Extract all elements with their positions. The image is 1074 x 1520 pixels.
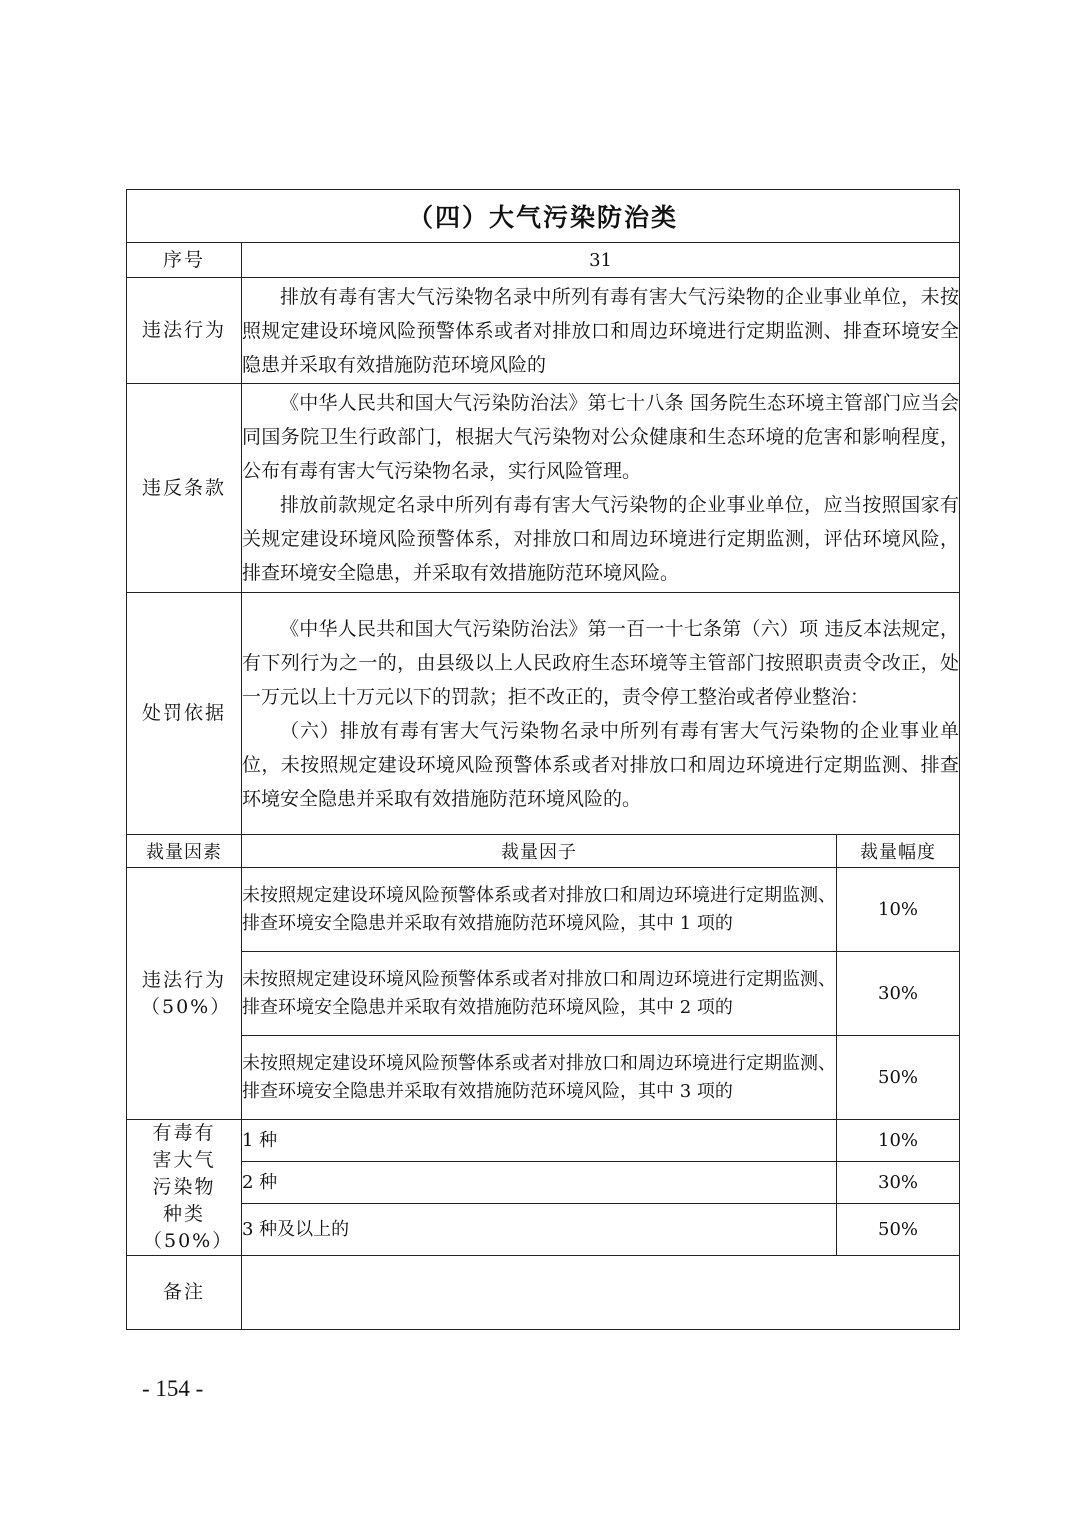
- remarks-label: 备注: [127, 1256, 242, 1330]
- factor-types-item-3: 3 种及以上的: [242, 1204, 837, 1256]
- factor-types-label: 有毒有害大气污染物种类（50%）: [127, 1120, 242, 1256]
- discretion-item-header: 裁量因子: [242, 835, 837, 868]
- remarks-value: [242, 1256, 960, 1330]
- page-number: - 154 -: [142, 1376, 204, 1401]
- penalty-basis-label: 处罚依据: [127, 593, 242, 835]
- violation-cell: [242, 278, 960, 384]
- factor-violation-item-3: 未按照规定建设环境风险预警体系或者对排放口和周边环境进行定期监测、排查环境安全隐患并采取有效措施防范环境风险，其中 3 项的: [242, 1036, 837, 1120]
- violation-label: 违法行为: [127, 278, 242, 384]
- factor-violation-label: 违法行为（50%）: [127, 868, 242, 1120]
- serial-value: 31: [242, 243, 960, 278]
- factor-types-pct-2: 30%: [837, 1162, 960, 1204]
- penalty-basis-cell: [242, 593, 960, 835]
- violated-clause-label: 违反条款: [127, 384, 242, 593]
- violation-text: 排放有毒有害大气污染物名录中所列有毒有害大气污染物的企业事业单位，未按照规定建设环境风险预警体系或者对排放口和周边环境进行定期监测、排查环境安全隐患并采取有效措施防范环境风险的: [242, 285, 960, 376]
- discretion-range-header: 裁量幅度: [837, 835, 960, 868]
- penalty-basis-para-2: （六）排放有毒有害大气污染物名录中所列有毒有害大气污染物的企业事业单位，未按照规定建设环境风险预警体系或者对排放口和周边环境进行定期监测、排查环境安全隐患并采取有效措施防范环境风险的。: [242, 719, 960, 810]
- factor-types-pct-3: 50%: [837, 1204, 960, 1256]
- section-title: （四）大气污染防治类: [127, 190, 960, 243]
- factor-violation-item-2: 未按照规定建设环境风险预警体系或者对排放口和周边环境进行定期监测、排查环境安全隐患并采取有效措施防范环境风险，其中 2 项的: [242, 952, 837, 1036]
- factor-violation-item-1: 未按照规定建设环境风险预警体系或者对排放口和周边环境进行定期监测、排查环境安全隐患并采取有效措施防范环境风险，其中 1 项的: [242, 868, 837, 952]
- serial-label: 序号: [127, 243, 242, 278]
- violated-clause-para-1: 《中华人民共和国大气污染防治法》第七十八条 国务院生态环境主管部门应当会同国务院卫生行政部门，根据大气污染物对公众健康和生态环境的危害和影响程度，公布有毒有害大气污染物名录，实行风险管理。: [242, 392, 960, 482]
- factor-violation-pct-2: 30%: [837, 952, 960, 1036]
- factor-types-item-2: 2 种: [242, 1162, 837, 1204]
- violated-clause-para-2: 排放前款规定名录中所列有毒有害大气污染物的企业事业单位，应当按照国家有关规定建设环境风险预警体系，对排放口和周边环境进行定期监测，评估环境风险，排查环境安全隐患，并采取有效措施防范环境风险。: [242, 494, 960, 584]
- violated-clause-cell: [242, 384, 960, 593]
- discretion-table: [126, 189, 960, 1330]
- penalty-basis-para-1: 《中华人民共和国大气污染防治法》第一百一十七条第（六）项 违反本法规定，有下列行为之一的，由县级以上人民政府生态环境等主管部门按照职责责令改正，处一万元以上十万元以下的罚款；拒不改正的，责令停工整治或者停业整治：: [242, 617, 960, 708]
- factor-violation-pct-1: 10%: [837, 868, 960, 952]
- factor-types-pct-1: 10%: [837, 1120, 960, 1162]
- factor-violation-pct-3: 50%: [837, 1036, 960, 1120]
- factor-types-item-1: 1 种: [242, 1120, 837, 1162]
- discretion-factor-header: 裁量因素: [127, 835, 242, 868]
